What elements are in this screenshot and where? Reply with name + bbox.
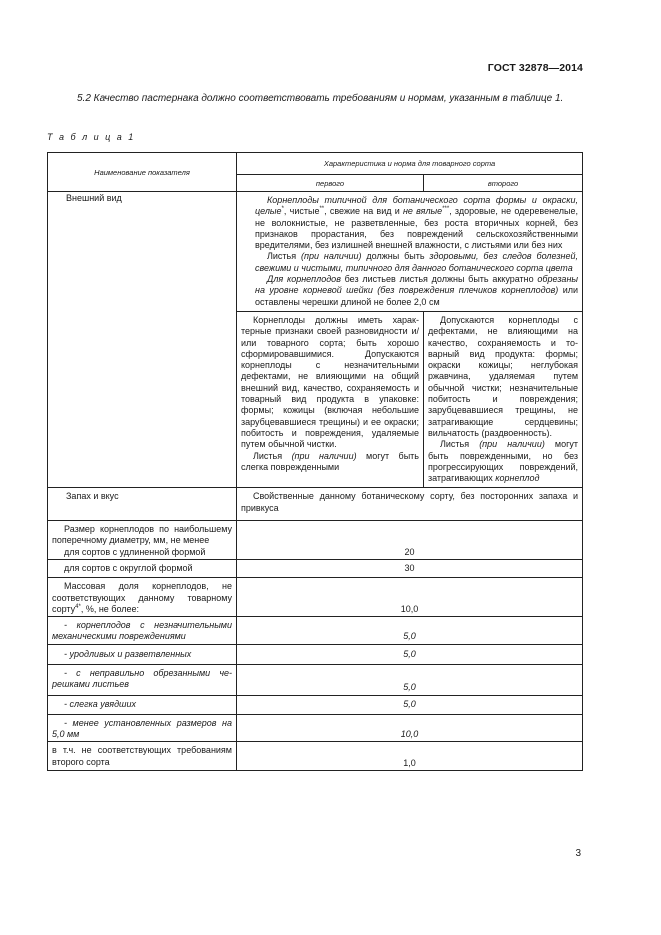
second-grade-fail-value: 1,0 [237,742,583,771]
appearance-second-grade: Допускаются корнеплоды с дефектами, не влияющими на качество, сохраняемость и товарный вид продукта: формы; окраски кожицы; неглубокая ржавчина, удаляемая путем обычной чистки; незначительные побитость и повреждения; зарубцевавшиеся трещины, не затрагивающие сердцевины; вильчатость (раздвоенность). Листья (при наличии) могут быть поврежденными, но без прогрессирующих повреждений, затрагивающих корнеплод [424,311,583,487]
smell-value: Свойственные данному ботаническому сорту, без посторонних запаха и привкуса [237,488,583,521]
header-indicator: Наименование показателя [48,153,237,192]
row-label-appearance: Внешний вид [48,192,237,488]
page-number: 3 [575,848,581,859]
mass-value: 10,0 [237,578,583,617]
row-label-smell: Запах и вкус [48,488,237,521]
wilted-value: 5,0 [237,695,583,714]
size-round-value: 30 [237,559,583,577]
appearance-common: Корнеплоды типичной для ботанического сорта формы и окраски, целые*, чистые**, свежие на вид и не вялые***, здоровые, не одеревенелые, не волокнистые, не разветвленные, без роста вторичных корней, без признаков прорастания, без повреждений сельскохозяйственными вредителями, без излишней внешней влажности, с листьями или без них Листья (при наличии) должны быть здоровыми, без следов болезней, свежими и чистыми, типичного для данного ботанического сорта цвета Для корнеплодов без листьев листья должны быть аккуратно обрезаны на уровне корневой шейки (без повреждения плечиков корнеплодов) или оставлены черешки длиной не более 2,0 см [237,192,583,312]
quality-table [47,152,583,771]
table-row [48,521,583,560]
table-row [48,488,583,521]
table-label: Т а б л и ц а 1 [47,132,136,142]
row-label-size-round: для сортов с округлой формой [48,559,237,577]
undersize-value: 10,0 [237,714,583,742]
deformed-value: 5,0 [237,644,583,664]
row-label-mass: Массовая доля корнеплодов, не соответствующих данному товарному сорту$^{4*}$, %, не более: [48,578,237,617]
row-label-badly-cut: - с неправильно обрезанными черешками листьев [48,664,237,695]
table-row [48,644,583,664]
size-long-value: 20 [237,521,583,560]
header-second-grade: второго [424,175,583,192]
table-row [48,714,583,742]
row-label-size: Размер корнеплодов по наибольшему поперечному диаметру, мм, не менее для сортов с удлиненной формой [48,521,237,560]
badly-cut-value: 5,0 [237,664,583,695]
table-row [48,192,583,312]
appearance-first-grade: Корнеплоды должны иметь характерные признаки своей разновидности и/или товарного сорта; быть хорошо сформировавшимися. Допускаются корнеплоды с незначительными дефектами, не влияющими на общий внешний вид, качество, сохраняемость и товарный вид продукта в упаковке: формы; кожицы (включая небольшие зарубцевавшиеся трещины) и ее окраски; побитость и повреждения, удаляемые путем обычной чистки. Листья (при наличии) могут быть слегка поврежденными [237,311,424,487]
table-row [48,578,583,617]
table-row [48,617,583,645]
row-label-minor-damage: - корнеплодов с незначительными механическими повреждениями [48,617,237,645]
header-first-grade: первого [237,175,424,192]
table-row [48,664,583,695]
table-row [48,695,583,714]
standard-number: ГОСТ 32878—2014 [487,62,583,74]
row-label-second-grade-fail: в т.ч. не соответствующих требованиям второго сорта [48,742,237,771]
row-label-wilted: - слегка увядших [48,695,237,714]
table-row [48,559,583,577]
minor-damage-value: 5,0 [237,617,583,645]
row-label-undersize: - менее установленных размеров на 5,0 мм [48,714,237,742]
row-label-deformed: - уродливых и разветвленных [48,644,237,664]
header-characteristic: Характеристика и норма для товарного сорта [237,153,583,175]
table-row [48,742,583,771]
intro-paragraph: 5.2 Качество пастернака должно соответствовать требованиям и нормам, указанным в таблице 1. [77,93,564,104]
